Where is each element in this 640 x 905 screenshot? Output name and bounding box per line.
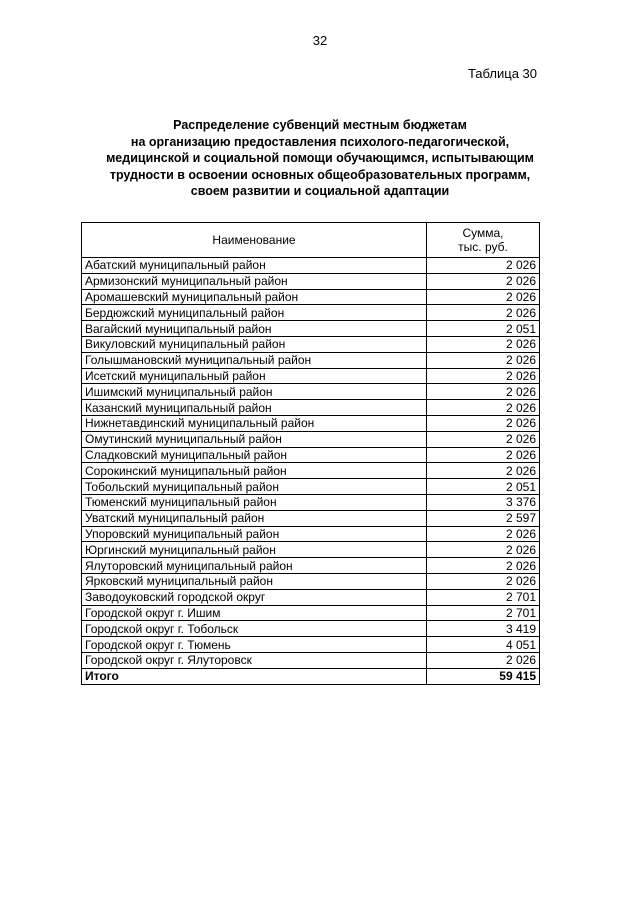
row-sum: 2 026 — [427, 652, 540, 668]
title-line: трудности в освоении основных общеобразовательных программ, — [109, 167, 531, 182]
row-name: Городской округ г. Тобольск — [82, 621, 427, 637]
document-title — [80, 117, 560, 200]
row-name: Упоровский муниципальный район — [82, 526, 427, 542]
row-name: Ялуторовский муниципальный район — [82, 558, 427, 574]
row-name: Викуловский муниципальный район — [82, 336, 427, 352]
row-sum: 4 051 — [427, 637, 540, 653]
table-body — [82, 258, 540, 685]
table-header-row — [82, 223, 540, 258]
table-row — [82, 494, 540, 510]
row-sum: 2 026 — [427, 447, 540, 463]
row-sum: 2 026 — [427, 352, 540, 368]
header-sum-line1: Сумма, — [462, 226, 504, 240]
table-row — [82, 542, 540, 558]
row-name: Сладковский муниципальный район — [82, 447, 427, 463]
row-name: Тобольский муниципальный район — [82, 479, 427, 495]
row-sum: 2 051 — [427, 479, 540, 495]
row-sum: 2 026 — [427, 258, 540, 274]
table-row — [82, 637, 540, 653]
row-name: Голышмановский муниципальный район — [82, 352, 427, 368]
table-row — [82, 384, 540, 400]
row-sum: 2 597 — [427, 510, 540, 526]
table-row — [82, 526, 540, 542]
row-sum: 2 701 — [427, 605, 540, 621]
table-row — [82, 621, 540, 637]
row-sum: 2 026 — [427, 273, 540, 289]
row-name: Армизонский муниципальный район — [82, 273, 427, 289]
total-row — [82, 668, 540, 684]
row-name: Омутинский муниципальный район — [82, 431, 427, 447]
row-sum: 2 026 — [427, 415, 540, 431]
row-sum: 2 026 — [427, 573, 540, 589]
row-sum: 2 026 — [427, 384, 540, 400]
row-name: Уватский муниципальный район — [82, 510, 427, 526]
table-row — [82, 652, 540, 668]
table-row — [82, 336, 540, 352]
row-sum: 3 419 — [427, 621, 540, 637]
row-sum: 3 376 — [427, 494, 540, 510]
row-name: Городской округ г. Ялуторовск — [82, 652, 427, 668]
table-row — [82, 258, 540, 274]
row-name: Юргинский муниципальный район — [82, 542, 427, 558]
table-row — [82, 415, 540, 431]
table-row — [82, 605, 540, 621]
page-number: 32 — [312, 33, 328, 48]
table-row — [82, 463, 540, 479]
table-row — [82, 558, 540, 574]
row-name: Абатский муниципальный район — [82, 258, 427, 274]
row-name: Казанский муниципальный район — [82, 400, 427, 416]
row-name: Исетский муниципальный район — [82, 368, 427, 384]
row-sum: 2 026 — [427, 463, 540, 479]
header-sum — [427, 223, 540, 258]
row-name: Ишимский муниципальный район — [82, 384, 427, 400]
table-row — [82, 447, 540, 463]
row-sum: 2 026 — [427, 400, 540, 416]
table-row — [82, 431, 540, 447]
title-line: на организацию предоставления психолого-педагогической, — [130, 134, 510, 149]
row-sum: 2 026 — [427, 542, 540, 558]
table-row — [82, 510, 540, 526]
table-row — [82, 289, 540, 305]
row-name: Аромашевский муниципальный район — [82, 289, 427, 305]
row-name: Вагайский муниципальный район — [82, 321, 427, 337]
table-row — [82, 400, 540, 416]
row-sum: 2 026 — [427, 558, 540, 574]
row-name: Городской округ г. Ишим — [82, 605, 427, 621]
row-name: Заводоуковский городской округ — [82, 589, 427, 605]
row-sum: 2 026 — [427, 526, 540, 542]
row-name: Городской округ г. Тюмень — [82, 637, 427, 653]
row-sum: 2 026 — [427, 305, 540, 321]
row-sum: 2 051 — [427, 321, 540, 337]
total-sum: 59 415 — [427, 668, 540, 684]
title-line: медицинской и социальной помощи обучающимся, испытывающим — [106, 151, 534, 165]
table-row — [82, 479, 540, 495]
table-row — [82, 321, 540, 337]
table-row — [82, 273, 540, 289]
row-sum: 2 701 — [427, 589, 540, 605]
table-row — [82, 305, 540, 321]
row-name: Бердюжский муниципальный район — [82, 305, 427, 321]
table-row — [82, 573, 540, 589]
row-name: Тюменский муниципальный район — [82, 494, 427, 510]
title-line: Распределение субвенций местным бюджетам — [173, 118, 467, 132]
subvention-table — [81, 222, 540, 685]
row-name: Сорокинский муниципальный район — [82, 463, 427, 479]
table-row — [82, 589, 540, 605]
row-name: Нижнетавдинский муниципальный район — [82, 415, 427, 431]
row-sum: 2 026 — [427, 368, 540, 384]
table-row — [82, 368, 540, 384]
row-name: Ярковский муниципальный район — [82, 573, 427, 589]
table-label: Таблица 30 — [467, 66, 537, 81]
row-sum: 2 026 — [427, 289, 540, 305]
title-line: своем развитии и социальной адаптации — [190, 184, 450, 198]
header-sum-line2: тыс. руб. — [458, 240, 508, 254]
row-sum: 2 026 — [427, 336, 540, 352]
row-sum: 2 026 — [427, 431, 540, 447]
table-row — [82, 352, 540, 368]
total-label: Итого — [82, 668, 427, 684]
header-name: Наименование — [82, 223, 427, 258]
